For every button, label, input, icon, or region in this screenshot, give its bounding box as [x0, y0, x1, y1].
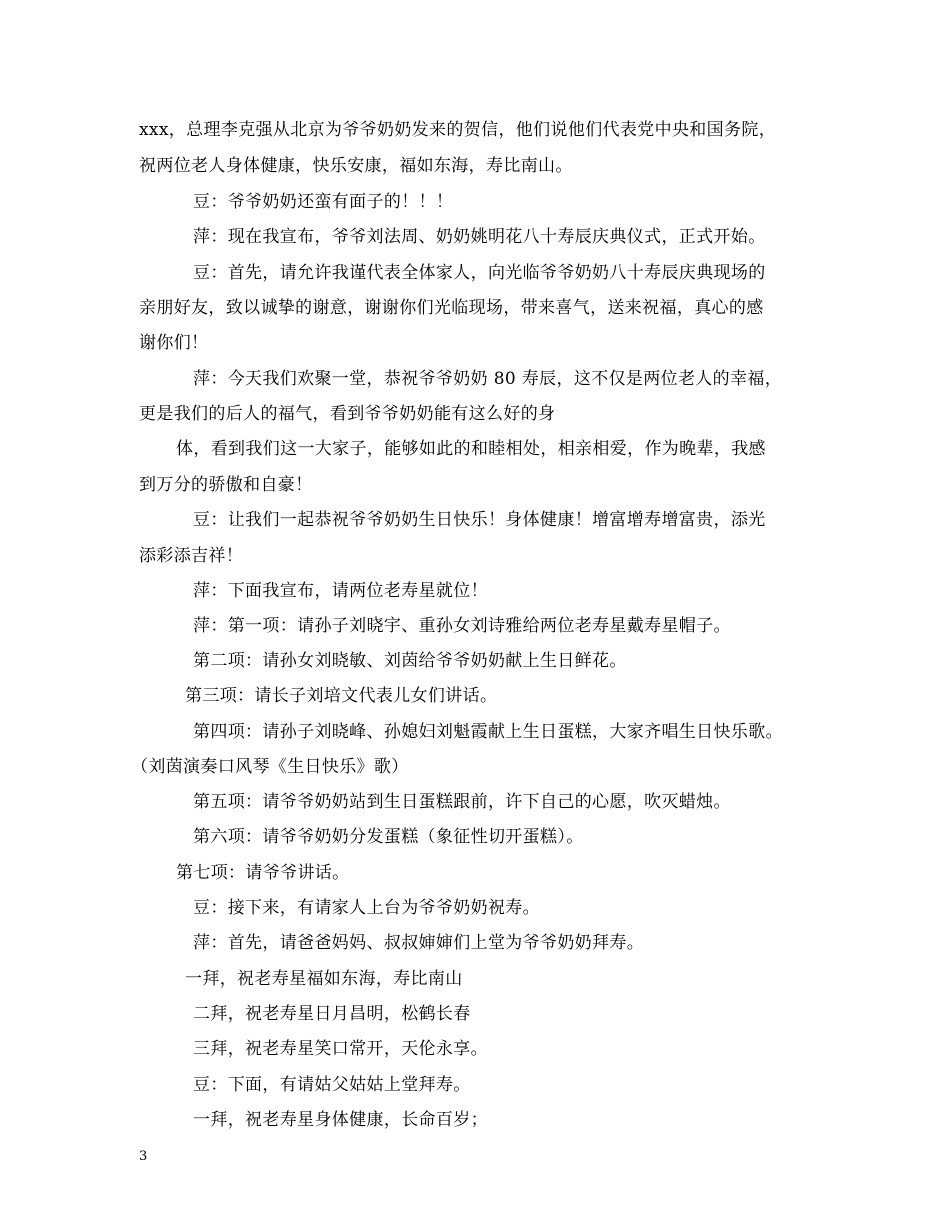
- text-line-5: 豆：首先，请允许我谨代表全体家人，向光临爷爷奶奶八十寿辰庆典现场的: [193, 263, 766, 283]
- text-line-12: 豆：让我们一起恭祝爷爷奶奶生日快乐！身体健康！增富增寿增富贵，添光: [193, 510, 766, 530]
- text-line-25: 一拜，祝老寿星福如东海，寿比南山: [185, 969, 463, 989]
- text-line-22: 第七项：请爷爷讲话。: [176, 863, 350, 883]
- text-line-10: 体，看到我们这一大家子，能够如此的和睦相处，相亲相爱，作为晚辈，我感: [176, 439, 766, 459]
- text-line-29: 一拜，祝老寿星身体健康，长命百岁；: [193, 1110, 488, 1130]
- text-line-13: 添彩添吉祥！: [139, 546, 244, 566]
- text-line-6: 亲朋好友，致以诚挚的谢意，谢谢你们光临现场，带来喜气，送来祝福，真心的感: [139, 298, 764, 318]
- text-line-21: 第六项：请爷爷奶奶分发蛋糕（象征性切开蛋糕）。: [193, 827, 584, 847]
- text-line-8: 萍：今天我们欢聚一堂，恭祝爷爷奶奶 80 寿辰，这不仅是两位老人的幸福，: [193, 369, 783, 389]
- text-line-7: 谢你们！: [139, 333, 209, 353]
- text-line-28: 豆：下面，有请姑父姑姑上堂拜寿。: [193, 1075, 471, 1095]
- page-number: 3: [139, 1149, 148, 1164]
- text-line-4: 萍：现在我宣布，爷爷刘法周、奶奶姚明花八十寿辰庆典仪式，正式开始。: [193, 227, 766, 247]
- text-line-15: 萍：第一项：请孙子刘晓宇、重孙女刘诗雅给两位老寿星戴寿星帽子。: [193, 616, 731, 636]
- text-line-9: 更是我们的后人的福气，看到爷爷奶奶能有这么好的身: [139, 404, 556, 424]
- text-line-1: xxx，总理李克强从北京为爷爷奶奶发来的贺信，他们说他们代表党中央和国务院，: [139, 120, 777, 140]
- text-line-3: 豆：爷爷奶奶还蛮有面子的！！！: [193, 192, 454, 212]
- text-line-11: 到万分的骄傲和自豪！: [139, 475, 313, 495]
- text-line-17: 第三项：请长子刘培文代表儿女们讲话。: [185, 686, 498, 706]
- text-line-16: 第二项：请孙女刘晓敏、刘茵给爷爷奶奶献上生日鲜花。: [193, 651, 627, 671]
- text-line-24: 萍：首先，请爸爸妈妈、叔叔婶婶们上堂为爷爷奶奶拜寿。: [193, 933, 645, 953]
- text-line-23: 豆：接下来，有请家人上台为爷爷奶奶祝寿。: [193, 898, 540, 918]
- text-line-14: 萍：下面我宣布，请两位老寿星就位！: [193, 581, 488, 601]
- text-line-27: 三拜，祝老寿星笑口常开，天伦永享。: [193, 1039, 488, 1059]
- text-line-19: （刘茵演奏口风琴《生日快乐》歌）: [131, 757, 409, 777]
- text-line-2: 祝两位老人身体健康，快乐安康，福如东海，寿比南山。: [139, 156, 573, 176]
- text-line-26: 二拜，祝老寿星日月昌明，松鹤长春: [193, 1004, 471, 1024]
- text-line-18: 第四项：请孙子刘晓峰、孙媳妇刘魁霞献上生日蛋糕，大家齐唱生日快乐歌。: [193, 722, 783, 742]
- text-line-20: 第五项：请爷爷奶奶站到生日蛋糕跟前，许下自己的心愿，吹灭蜡烛。: [193, 792, 731, 812]
